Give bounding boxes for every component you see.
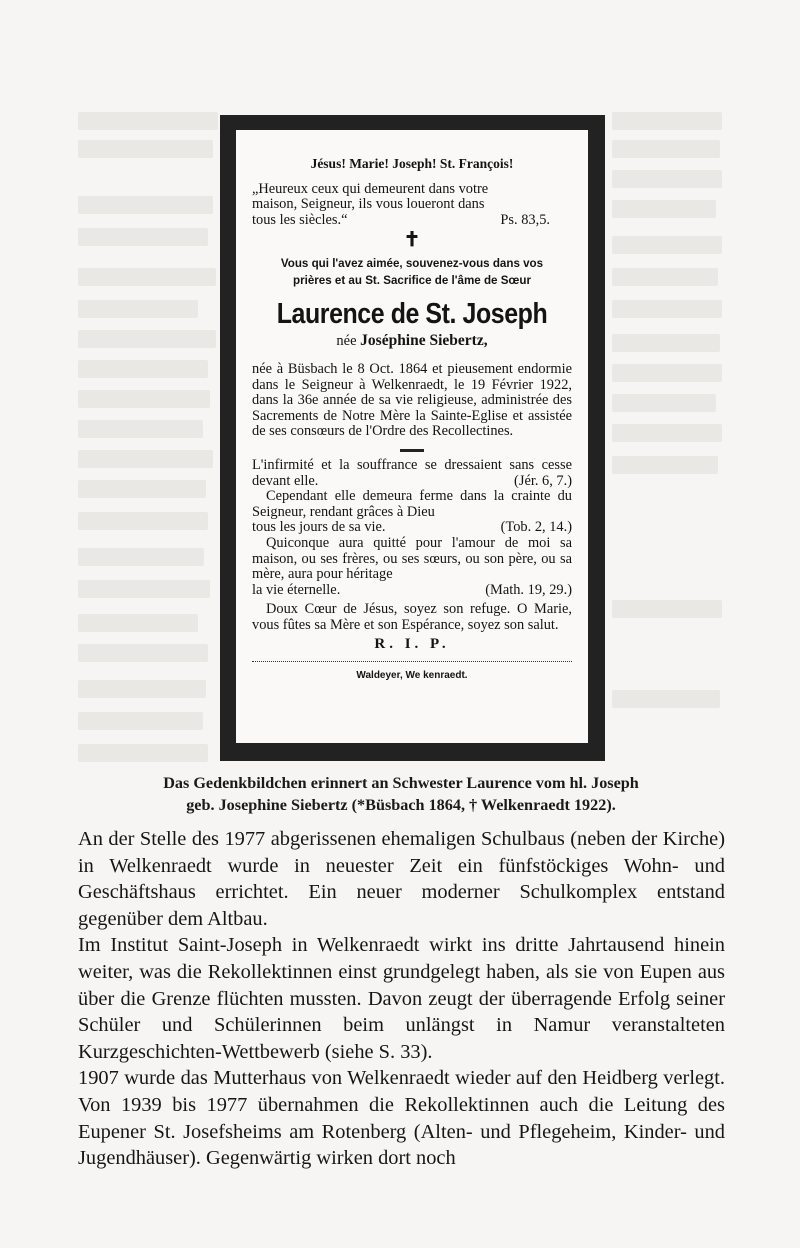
caption-line: geb. Josephine Siebertz (*Büsbach 1864, † Welkenraedt 1922). (186, 796, 616, 814)
verse-heritage (252, 536, 572, 598)
verse-infirmity (252, 458, 572, 489)
verse-reference: (Jér. 6, 7.) (514, 472, 572, 489)
verse-text: tous les jours de sa vie. (252, 519, 386, 536)
body-paragraph: An der Stelle des 1977 abgerissenen ehemaligen Schulbaus (neben der Kirche) in Welkenraedt wurde in neuester Zeit ein fünfstöckiges Wohn- und Geschäftshaus errichtet. Ein neuer moderner Schulkomplex entstand gegenüber dem Altbau. (78, 828, 725, 930)
printer-imprint: Waldeyer, We kenraedt. (356, 670, 468, 682)
verse-text: la vie éternelle. (252, 581, 341, 598)
quote-line: „Heureux ceux qui demeurent dans votre (252, 180, 489, 197)
prayer-line: prières et au St. Sacrifice de l'âme de Sœur (293, 274, 531, 288)
birth-name (252, 333, 572, 350)
card-invocation: Jésus! Marie! Joseph! St. François! (310, 156, 514, 171)
birth-name-prefix: née (336, 333, 357, 350)
verse-reference: (Tob. 2, 14.) (500, 519, 572, 536)
article-body (78, 826, 725, 1172)
verse-text: Quiconque aura quitté pour l'amour de moi sa maison, ou ses frères, ou ses sœurs, ou son père, ou sa mère, aura pour héritage (252, 534, 572, 583)
deceased-name: Laurence de St. Joseph (276, 298, 548, 331)
image-caption (80, 772, 722, 816)
closing-prayer: Doux Cœur de Jésus, soyez son refuge. O Marie, vous fûtes sa Mère et son Espérance, soyez son salut. (252, 601, 572, 633)
memorial-card-inner (236, 130, 588, 743)
verse-text: L'infirmité et la souffrance se dressaient sans cesse devant elle. (252, 456, 572, 489)
body-paragraph: 1907 wurde das Mutterhaus von Welkenraedt wieder auf den Heidberg verlegt. Von 1939 bis 1977 übernahmen die Rekollektinnen auch die Leitung des Eupener St. Josefsheims am Rotenberg (Alten- und Pflegeheim, Kinder- und Jugendhäuser). Gegenwärtig wirken dort noch (78, 1067, 725, 1170)
memorial-card (220, 115, 605, 761)
quote-line: tous les siècles.“ (252, 211, 348, 228)
separator (400, 449, 424, 452)
birth-name-value: Joséphine Siebertz, (360, 332, 488, 350)
verse-reference: (Math. 19, 29.) (485, 581, 572, 598)
prayer-request (252, 255, 572, 289)
quote-reference: Ps. 83,5. (500, 211, 550, 228)
cross-icon: ✝ (403, 229, 421, 252)
prayer-line: Vous qui l'avez aimée, souvenez-vous dans vos (280, 257, 544, 271)
caption-line: Das Gedenkbildchen erinnert an Schwester Laurence vom hl. Joseph (163, 774, 639, 792)
body-paragraph: Im Institut Saint-Joseph in Welkenraedt wirkt ins dritte Jahrtausend hinein weiter, was die Rekollektinnen einst grundgelegt haben, als sie von Eupen aus über die Grenze flüchten mussten. Davon zeugt der überragende Erfolg seiner Schüler und Schülerinnen beim unlängst in Namur veranstalteten Kurzgeschichten-Wettbewerb (siehe S. 33). (78, 934, 725, 1063)
dotted-divider (252, 661, 572, 662)
verse-faith (252, 489, 572, 536)
verse-text: Cependant elle demeura ferme dans la crainte du Seigneur, rendant grâces à Dieu (252, 488, 572, 520)
psalm-quote (252, 182, 572, 229)
rip-text: R. I. P. (374, 636, 450, 653)
biography: née à Büsbach le 8 Oct. 1864 et pieusement endormie dans le Seigneur à Welkenraedt, le 19 Février 1922, dans la 36e année de sa vie religieuse, administrée des Sacrements de Notre Mère la Sainte-Eglise et assistée de ses consœurs de l'Ordre des Recollectines. (252, 360, 572, 440)
quote-line: maison, Seigneur, ils vous loueront dans (252, 196, 485, 213)
